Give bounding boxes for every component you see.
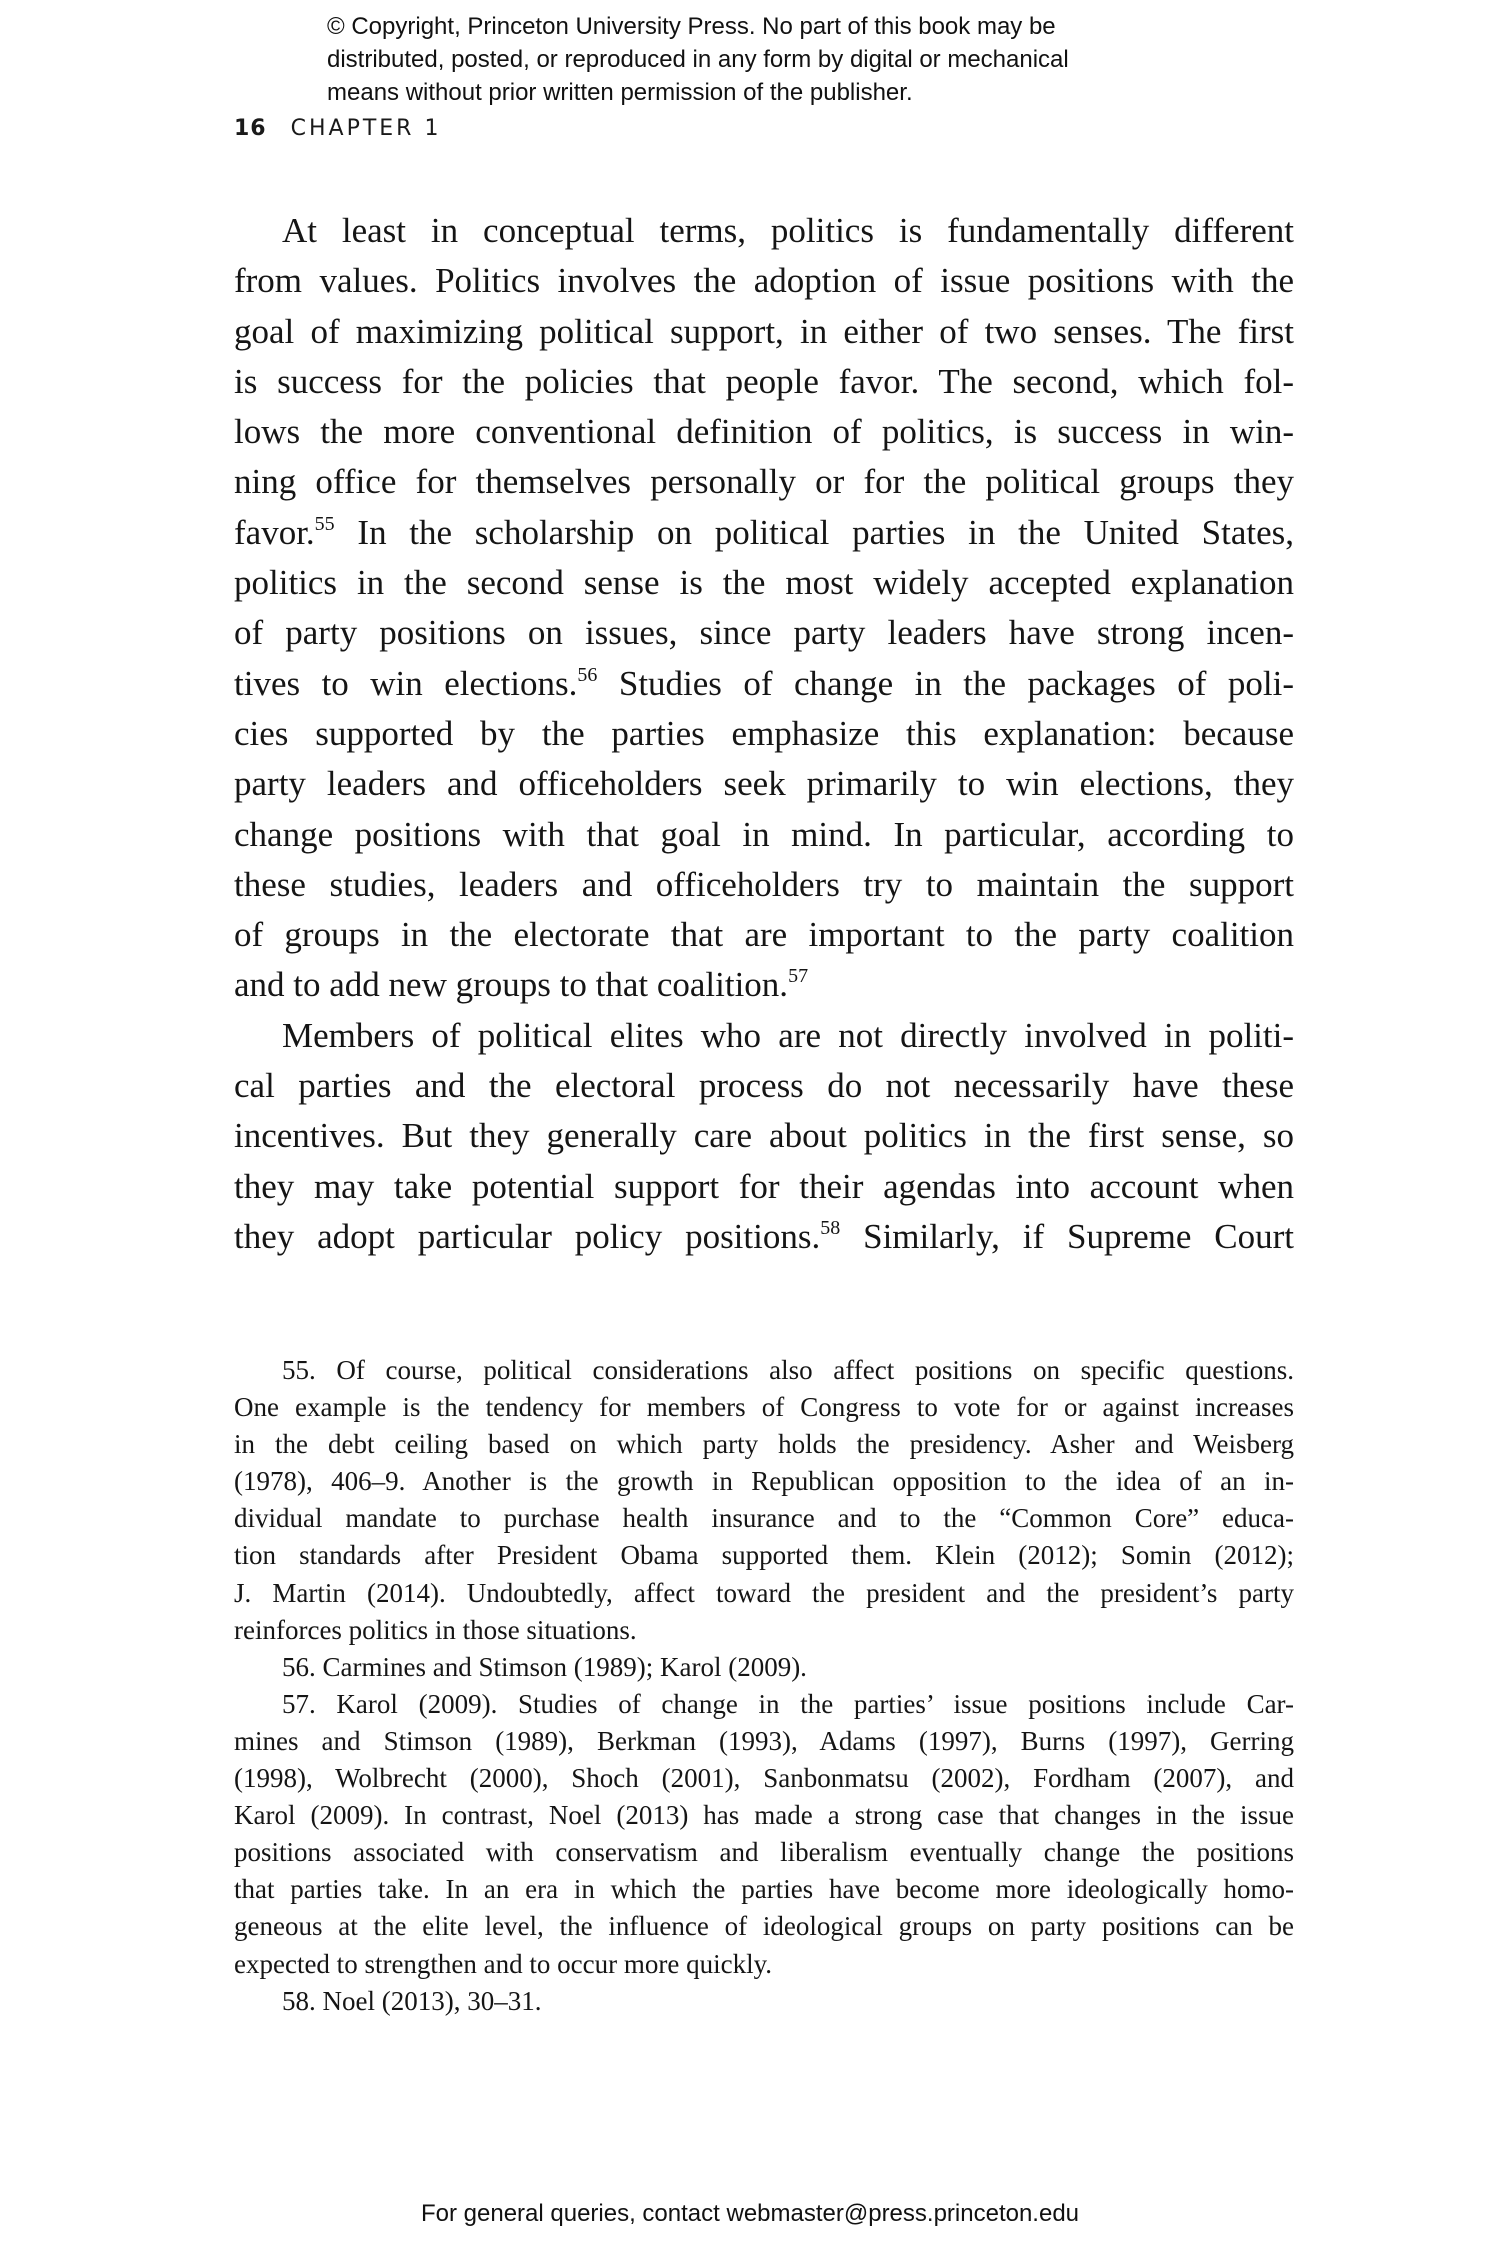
footnote-line-text: (1998), Wolbrecht (2000), Shoch (2001), Sanbonmatsu (2002), Fordham (2007), and bbox=[234, 1763, 1294, 1794]
body-line-text: incentives. But they generally care about politics in the first sense, so bbox=[234, 1116, 1294, 1156]
body-line-text: In the scholarship on political parties in the United States, bbox=[334, 512, 1294, 552]
footnote-line bbox=[234, 1723, 1294, 1760]
body-line-text: cies supported by the parties emphasize this explanation: because bbox=[234, 713, 1294, 753]
footnote-line-text: J. Martin (2014). Undoubtedly, affect toward the president and the president’s party bbox=[234, 1577, 1294, 1608]
footnote-line-text: 56. Carmines and Stimson (1989); Karol (2009). bbox=[282, 1651, 807, 1682]
body-line-text: favor. bbox=[234, 512, 315, 552]
body-line bbox=[234, 206, 1294, 256]
footnote-line-text: 58. Noel (2013), 30–31. bbox=[282, 1985, 542, 2016]
body-line-text: lows the more conventional definition of politics, is success in win- bbox=[234, 412, 1294, 452]
body-line-text: cal parties and the electoral process do not necessarily have these bbox=[234, 1066, 1294, 1106]
body-line bbox=[234, 1162, 1294, 1212]
body-line-text: Studies of change in the packages of poli- bbox=[597, 663, 1294, 703]
footnote-line bbox=[234, 1649, 1294, 1686]
footnote-reference[interactable]: 58 bbox=[820, 1216, 841, 1239]
footnote-line bbox=[234, 1612, 1294, 1649]
body-line bbox=[234, 307, 1294, 357]
copyright-line: means without prior written permission of the publisher. bbox=[327, 79, 913, 106]
footnote-line-text: mines and Stimson (1989), Berkman (1993), Adams (1997), Burns (1997), Gerring bbox=[234, 1725, 1294, 1756]
body-line bbox=[234, 608, 1294, 658]
footnote-line bbox=[234, 1500, 1294, 1537]
body-line-text: tives to win elections. bbox=[234, 663, 578, 703]
body-line-text: they adopt particular policy positions. bbox=[234, 1216, 821, 1256]
footnote-line bbox=[234, 1908, 1294, 1945]
footnote-line-text: geneous at the elite level, the influence of ideological groups on party positions can be bbox=[234, 1911, 1294, 1942]
footnote-line bbox=[234, 1352, 1294, 1389]
footnote-line-text: expected to strengthen and to occur more quickly. bbox=[234, 1948, 773, 1979]
footnote-line bbox=[234, 1389, 1294, 1426]
footnote-line-text: positions associated with conservatism and liberalism eventually change the positions bbox=[234, 1837, 1294, 1868]
copyright-line: distributed, posted, or reproduced in any form by digital or mechanical bbox=[327, 46, 1069, 73]
body-line bbox=[234, 709, 1294, 759]
body-line bbox=[234, 508, 1294, 558]
footnote-line bbox=[234, 1760, 1294, 1797]
footnote-line-text: Karol (2009). In contrast, Noel (2013) has made a strong case that changes in the issue bbox=[234, 1800, 1294, 1831]
body-line bbox=[234, 659, 1294, 709]
footnote-line bbox=[234, 1797, 1294, 1834]
body-line-text: ning office for themselves personally or for the political groups they bbox=[234, 462, 1294, 502]
footnote-line-text: tion standards after President Obama supported them. Klein (2012); Somin (2012); bbox=[234, 1540, 1294, 1571]
body-line bbox=[234, 1111, 1294, 1161]
body-line-text: of party positions on issues, since party leaders have strong incen- bbox=[234, 613, 1294, 653]
body-line bbox=[234, 860, 1294, 910]
body-line-text: and to add new groups to that coalition. bbox=[234, 965, 789, 1005]
footnote-line bbox=[234, 1537, 1294, 1574]
copyright-line: © Copyright, Princeton University Press. No part of this book may be bbox=[327, 13, 1056, 40]
body-line bbox=[234, 1061, 1294, 1111]
body-line bbox=[234, 357, 1294, 407]
contact-footer: For general queries, contact webmaster@press.princeton.edu bbox=[420, 2200, 1080, 2227]
running-head bbox=[234, 116, 441, 141]
body-line bbox=[234, 457, 1294, 507]
body-line-text: At least in conceptual terms, politics is fundamentally different bbox=[282, 211, 1294, 250]
body-line bbox=[234, 1011, 1294, 1061]
body-line-text: politics in the second sense is the most widely accepted explanation bbox=[234, 563, 1294, 603]
body-line-text: Members of political elites who are not directly involved in politi- bbox=[282, 1015, 1294, 1055]
footnote-reference[interactable]: 56 bbox=[577, 663, 598, 686]
body-line-text: party leaders and officeholders seek primarily to win elections, they bbox=[234, 764, 1294, 804]
footnote-line bbox=[234, 1426, 1294, 1463]
footnote-line bbox=[234, 1575, 1294, 1612]
body-line-text: is success for the policies that people favor. The second, which fol- bbox=[234, 361, 1294, 401]
body-line bbox=[234, 407, 1294, 457]
main-text bbox=[234, 206, 1294, 1262]
footnote-line bbox=[234, 1834, 1294, 1871]
copyright-notice bbox=[327, 10, 1227, 109]
body-line-text: they may take potential support for their agendas into account when bbox=[234, 1166, 1294, 1206]
footnote-line-text: reinforces politics in those situations. bbox=[234, 1614, 637, 1645]
footnote-line bbox=[234, 1686, 1294, 1723]
footnote-line-text: in the debt ceiling based on which party holds the presidency. Asher and Weisberg bbox=[234, 1429, 1294, 1460]
body-line-text: of groups in the electorate that are important to the party coalition bbox=[234, 915, 1294, 955]
footnote-reference[interactable]: 57 bbox=[788, 965, 809, 988]
footnote-line-text: dividual mandate to purchase health insurance and to the “Common Core” educa- bbox=[234, 1503, 1294, 1534]
body-line bbox=[234, 1212, 1294, 1262]
body-line-text: change positions with that goal in mind. In particular, according to bbox=[234, 814, 1294, 854]
body-line-text: goal of maximizing political support, in either of two senses. The first bbox=[234, 311, 1294, 351]
body-line-text: Similarly, if Supreme Court bbox=[840, 1216, 1294, 1256]
footnote-line-text: One example is the tendency for members of Congress to vote for or against increases bbox=[234, 1392, 1294, 1423]
footnote-line-text: 55. Of course, political considerations also affect positions on specific questions. bbox=[282, 1355, 1294, 1385]
body-line bbox=[234, 810, 1294, 860]
body-line bbox=[234, 759, 1294, 809]
body-line bbox=[234, 256, 1294, 306]
footnote-line bbox=[234, 1946, 1294, 1983]
footnote-line-text: 57. Karol (2009). Studies of change in the parties’ issue positions include Car- bbox=[282, 1688, 1294, 1719]
body-line bbox=[234, 910, 1294, 960]
footnote-reference[interactable]: 55 bbox=[314, 512, 335, 535]
footnotes bbox=[234, 1352, 1294, 2020]
footnote-line bbox=[234, 1463, 1294, 1500]
body-line bbox=[234, 960, 1294, 1010]
footnote-line-text: (1978), 406–9. Another is the growth in Republican opposition to the idea of an in- bbox=[234, 1466, 1294, 1497]
chapter-label: CHAPTER 1 bbox=[290, 116, 442, 141]
body-line bbox=[234, 558, 1294, 608]
footnote-line bbox=[234, 1871, 1294, 1908]
footnote-line bbox=[234, 1983, 1294, 2020]
footnote-line-text: that parties take. In an era in which the parties have become more ideologically homo- bbox=[234, 1874, 1294, 1905]
page-number: 16 bbox=[234, 116, 267, 141]
body-line-text: from values. Politics involves the adoption of issue positions with the bbox=[234, 261, 1294, 301]
body-line-text: these studies, leaders and officeholders try to maintain the support bbox=[234, 864, 1294, 904]
